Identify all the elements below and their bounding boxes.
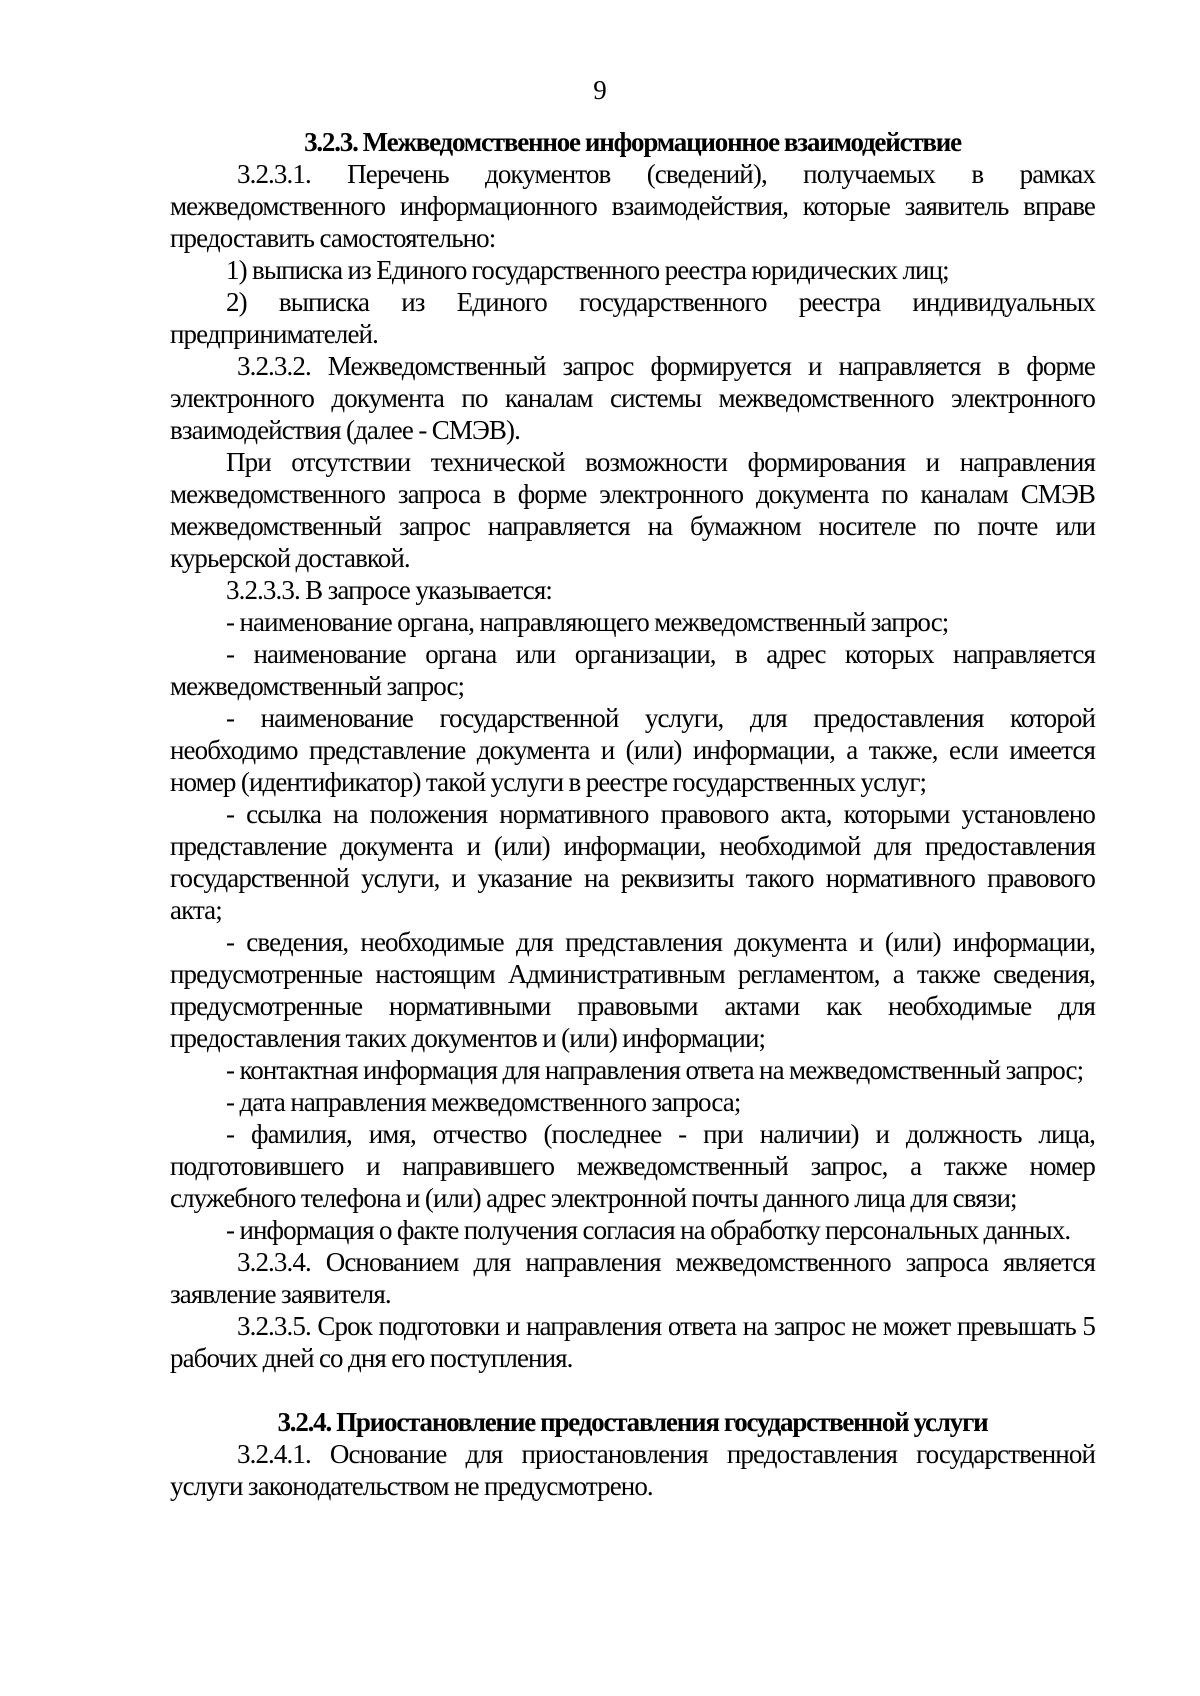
paragraph-no-technical-possibility: При отсутствии технической возможности формирования и направления межведомственного запроса в форме электронного документа по каналам СМЭВ межведомственный запрос направляется на бумажном носителе по почте или курьерской доставкой. [170,447,1095,573]
request-item-addressee: - наименование органа или организации, в адрес которых направляется межведомственный запрос; [170,639,1095,701]
paragraph-3-2-3-2: 3.2.3.2. Межведомственный запрос формируется и направляется в форме электронного документа по каналам системы межведомственного электронного взаимодействия (далее - СМЭВ). [170,351,1095,445]
paragraph-3-2-3-5: 3.2.3.5. Срок подготовки и направления ответа на запрос не может превышать 5 рабочих дней со дня его поступления. [170,1311,1095,1373]
request-item-service: - наименование государственной услуги, для предоставления которой необходимо представление документа и (или) информации, а также, если имеется номер (идентификатор) такой услуги в реестре государственных услуг; [170,703,1095,797]
request-item-legal-reference: - ссылка на положения нормативного правового акта, которыми установлено представление документа и (или) информации, необходимой для предоставления государственной услуги, и указание на реквизиты такого нормативного правового акта; [170,799,1095,925]
request-item-information: - сведения, необходимые для представления документа и (или) информации, предусмотренные настоящим Административным регламентом, а также сведения, предусмотренные нормативными правовыми актами как необходимые для предоставления таких документов и (или) информации; [170,927,1095,1053]
paragraph-3-2-4-1: 3.2.4.1. Основание для приостановления предоставления государственной услуги законодательством не предусмотрено. [170,1439,1095,1501]
section-heading-3-2-3: 3.2.3. Межведомственное информационное взаимодействие [304,127,961,157]
request-item-contact: - контактная информация для направления ответа на межведомственный запрос; [226,1055,1084,1085]
paragraph-3-2-3-4: 3.2.3.4. Основанием для направления межведомственного запроса является заявление заявителя. [170,1247,1095,1309]
request-item-organ: - наименование органа, направляющего межведомственный запрос; [226,607,949,637]
section-heading-3-2-4: 3.2.4. Приостановление предоставления государственной услуги [277,1407,988,1437]
request-item-official: - фамилия, имя, отчество (последнее - при наличии) и должность лица, подготовившего и направившего межведомственный запрос, а также номер служебного телефона и (или) адрес электронной почты данного лица для связи; [170,1119,1095,1213]
list-item-egrul: 1) выписка из Единого государственного реестра юридических лиц; [226,255,949,285]
document-body [170,126,1095,1502]
section-spacer [170,1374,1095,1406]
list-item-egrip: 2) выписка из Единого государственного реестра индивидуальных предпринимателей. [170,287,1095,349]
paragraph-3-2-3-3: 3.2.3.3. В запросе указывается: [226,575,552,605]
page-number: 9 [593,75,607,105]
request-item-consent: - информация о факте получения согласия на обработку персональных данных. [226,1215,1071,1245]
paragraph-3-2-3-1: 3.2.3.1. Перечень документов (сведений), получаемых в рамках межведомственного информационного взаимодействия, которые заявитель вправе предоставить самостоятельно: [170,159,1095,253]
request-item-date: - дата направления межведомственного запроса; [226,1087,741,1117]
